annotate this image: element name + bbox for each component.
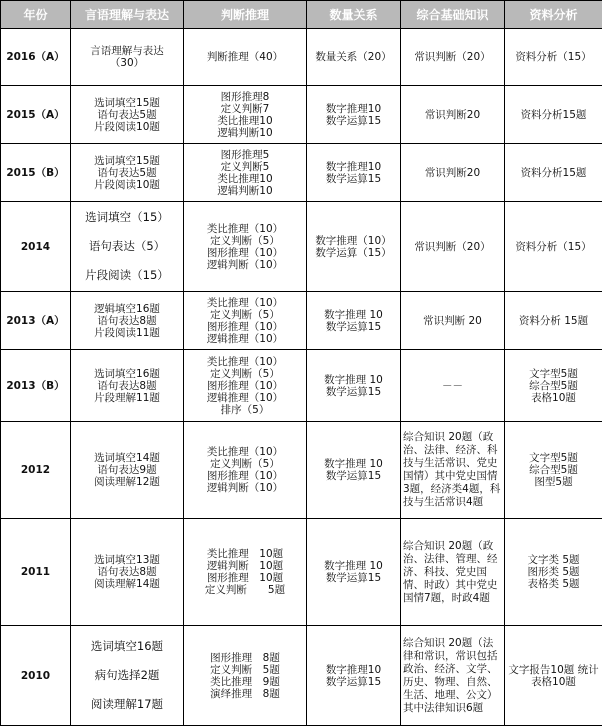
cell-line: 片段阅读11题: [94, 326, 160, 339]
panduan-cell: [184, 519, 307, 626]
year-cell: 2013（B）: [1, 350, 71, 422]
table-row: [1, 626, 602, 726]
cell-line: 定义判断 5题: [204, 584, 286, 596]
zonghe-cell: [401, 292, 505, 350]
shuliang-cell: [307, 292, 401, 350]
table-row: [1, 86, 602, 144]
cell-line: 表格类 5题: [527, 578, 580, 590]
cell-line: 类比推理 10题: [206, 548, 284, 560]
cell-line: 病句选择2题: [94, 668, 160, 682]
cell-line: －－: [442, 379, 463, 392]
yanyu-cell: [71, 292, 184, 350]
cell-line: 定义判断7: [220, 102, 270, 115]
cell-line: 定义判断（5）: [210, 234, 280, 247]
cell-line: 图形推理（10）: [206, 246, 284, 259]
cell-line: 图型5题: [534, 476, 573, 488]
table-row: [1, 292, 602, 350]
cell-line: 文字类 5题: [527, 554, 580, 566]
cell-line: 数学运算（15）: [315, 246, 392, 259]
cell-line: 资料分析 15题: [518, 314, 589, 327]
cell-line: 定义判断（5）: [210, 367, 280, 380]
cell-line: 演绎推理 8题: [210, 687, 280, 700]
cell-line: 数学运算15: [325, 572, 382, 584]
cell-line: 图形类 5题: [527, 566, 580, 578]
cell-line: 图形推理 8题: [210, 651, 280, 664]
cell-line: 排序（5）: [220, 403, 270, 416]
cell-line: 选词填空16题: [94, 367, 160, 380]
panduan-cell: [184, 626, 307, 726]
cell-line: 语句表达8题: [97, 379, 157, 392]
zonghe-cell: [401, 202, 505, 292]
cell-line: 逻辑填空16题: [94, 302, 160, 315]
yanyu-cell: [71, 422, 184, 519]
panduan-cell: [184, 292, 307, 350]
cell-line: 逻辑推理（10）: [206, 391, 284, 404]
cell-line: 阅读理解17题: [90, 697, 164, 711]
ziliao-cell: [505, 292, 602, 350]
cell-line: 资料分析（15）: [515, 51, 592, 63]
cell-line: 数学运算15: [325, 320, 382, 333]
cell-line: 语句表达（5）: [88, 239, 166, 253]
cell-line: 类比推理（10）: [206, 222, 284, 235]
cell-line: 图形推理（10）: [206, 320, 284, 333]
ziliao-cell: 文字报告10题 统计表格10题: [505, 626, 602, 726]
cell-line: 数字推理 10: [324, 560, 383, 572]
cell-line: 数字推理 10: [324, 458, 383, 470]
header-panduan: 判断推理: [184, 1, 307, 29]
table-row: [1, 422, 602, 519]
shuliang-cell: [307, 350, 401, 422]
cell-line: 文字型5题: [529, 367, 578, 380]
cell-line: 定义判断（5）: [210, 458, 280, 470]
zonghe-cell: 综合知识 20题（政治、法律、经济、科技与生活常识、党史国情）其中党史国情3题，经济类4题，科技与生活常识4题: [401, 422, 505, 519]
year-cell: 2014: [1, 202, 71, 292]
cell-line: 类比推理（10）: [206, 355, 284, 368]
panduan-cell: [184, 144, 307, 202]
cell-line: 类比推理10: [217, 172, 273, 185]
shuliang-cell: [307, 86, 401, 144]
cell-line: 数学运算15: [325, 675, 382, 688]
cell-line: 常识判断20: [424, 166, 481, 179]
zonghe-cell: [401, 29, 505, 86]
cell-line: 资料分析（15）: [515, 240, 592, 253]
panduan-cell: [184, 29, 307, 86]
table-row: [1, 144, 602, 202]
cell-line: 常识判断（20）: [414, 51, 491, 63]
year-cell: 2011: [1, 519, 71, 626]
cell-line: 逻辑判断（10）: [206, 482, 284, 494]
zonghe-cell: [401, 86, 505, 144]
cell-line: 图形推理8: [220, 90, 270, 103]
cell-line: 数字推理10: [325, 160, 382, 173]
cell-line: 语句表达5题: [97, 108, 157, 121]
cell-line: 常识判断（20）: [414, 240, 491, 253]
cell-line: 选词填空13题: [94, 554, 160, 566]
zonghe-cell: [401, 350, 505, 422]
cell-line: 语句表达9题: [97, 464, 157, 476]
yanyu-cell: [71, 350, 184, 422]
yanyu-cell: [71, 519, 184, 626]
ziliao-cell: [505, 422, 602, 519]
header-ziliao: 资料分析: [505, 1, 602, 29]
cell-line: 语句表达8题: [97, 566, 157, 578]
shuliang-cell: [307, 202, 401, 292]
cell-line: 图形推理（10）: [206, 470, 284, 482]
cell-line: 语句表达5题: [97, 166, 157, 179]
cell-line: 文字型5题: [529, 452, 578, 464]
table-row: [1, 202, 602, 292]
zonghe-cell: [401, 144, 505, 202]
cell-line: 阅读理解14题: [94, 578, 160, 590]
year-cell: 2013（A）: [1, 292, 71, 350]
cell-line: 选词填空15题: [94, 96, 160, 109]
header-year: 年份: [1, 1, 71, 29]
table-row: [1, 350, 602, 422]
cell-line: 数学运算15: [325, 172, 382, 185]
cell-line: 片段阅读10题: [94, 178, 160, 191]
ziliao-cell: [505, 86, 602, 144]
header-shuliang: 数量关系: [307, 1, 401, 29]
yanyu-cell: [71, 626, 184, 726]
year-cell: 2016（A）: [1, 29, 71, 86]
zonghe-cell: 综合知识 20题（法律和常识，常识包括政治、经济、文学、历史、物理、自然、生活、地理、公文）其中法律知识6题: [401, 626, 505, 726]
ziliao-cell: [505, 519, 602, 626]
cell-line: 逻辑判断10: [217, 126, 273, 139]
cell-line: 类比推理 9题: [210, 675, 280, 688]
ziliao-cell: [505, 29, 602, 86]
panduan-cell: [184, 350, 307, 422]
cell-line: 常识判断 20: [423, 314, 482, 327]
cell-line: 逻辑推理（10）: [206, 332, 284, 345]
cell-line: 语句表达8题: [97, 314, 157, 327]
cell-line: 定义判断 5题: [210, 663, 280, 676]
year-cell: 2015（A）: [1, 86, 71, 144]
cell-line: 图形推理5: [220, 148, 270, 161]
cell-line: 数字推理 10: [324, 308, 383, 321]
cell-line: 数字推理（10）: [315, 234, 392, 247]
cell-line: 逻辑判断（10）: [206, 258, 284, 271]
cell-line: （30）: [109, 57, 145, 69]
shuliang-cell: [307, 29, 401, 86]
cell-line: 类比推理（10）: [206, 296, 284, 309]
ziliao-cell: [505, 144, 602, 202]
cell-line: 数字推理10: [325, 663, 382, 676]
cell-line: 选词填空16题: [90, 639, 164, 653]
header-yanyu: 言语理解与表达: [71, 1, 184, 29]
table-row: [1, 519, 602, 626]
panduan-cell: [184, 422, 307, 519]
shuliang-cell: [307, 626, 401, 726]
cell-line: 片段阅读（15）: [85, 268, 169, 282]
panduan-cell: [184, 86, 307, 144]
cell-line: 阅读理解12题: [94, 476, 160, 488]
shuliang-cell: [307, 144, 401, 202]
cell-line: 定义判断5: [220, 160, 270, 173]
yanyu-cell: [71, 29, 184, 86]
cell-line: 定义判断（5）: [210, 308, 280, 321]
cell-line: 综合型5题: [529, 464, 578, 476]
cell-line: 图形推理（10）: [206, 379, 284, 392]
yanyu-cell: [71, 202, 184, 292]
yanyu-cell: [71, 144, 184, 202]
cell-line: 图形推理 10题: [206, 572, 284, 584]
cell-line: 数学运算15: [325, 470, 382, 482]
cell-line: 片段理解11题: [94, 391, 160, 404]
table-row: [1, 29, 602, 86]
header-row: [1, 1, 602, 29]
cell-line: 资料分析15题: [520, 108, 587, 121]
cell-line: 资料分析15题: [520, 166, 587, 179]
cell-line: 言语理解与表达: [90, 45, 164, 57]
yanyu-cell: [71, 86, 184, 144]
year-cell: 2012: [1, 422, 71, 519]
cell-line: 类比推理10: [217, 114, 273, 127]
shuliang-cell: [307, 422, 401, 519]
year-cell: 2010: [1, 626, 71, 726]
cell-line: 逻辑判断 10题: [206, 560, 284, 572]
cell-line: 常识判断20: [424, 108, 481, 121]
cell-line: 数学运算15: [325, 385, 382, 398]
cell-line: 表格10题: [531, 391, 576, 404]
year-cell: 2015（B）: [1, 144, 71, 202]
cell-line: 数量关系（20）: [315, 51, 392, 63]
shuliang-cell: [307, 519, 401, 626]
cell-line: 选词填空14题: [94, 452, 160, 464]
cell-line: 综合型5题: [529, 379, 578, 392]
cell-line: 数字推理10: [325, 102, 382, 115]
ziliao-cell: [505, 350, 602, 422]
cell-line: 数学运算15: [325, 114, 382, 127]
header-zonghe: 综合基础知识: [401, 1, 505, 29]
cell-line: 数字推理 10: [324, 373, 383, 386]
panduan-cell: [184, 202, 307, 292]
cell-line: 选词填空（15）: [85, 210, 169, 224]
cell-line: 选词填空15题: [94, 154, 160, 167]
ziliao-cell: [505, 202, 602, 292]
cell-line: 片段阅读10题: [94, 120, 160, 133]
zonghe-cell: 综合知识 20题（政治、法律、管理、经济、科技、党史国情、时政）其中党史国情7题，时政4题: [401, 519, 505, 626]
cell-line: 判断推理（40）: [206, 51, 284, 63]
cell-line: 逻辑判断10: [217, 184, 273, 197]
cell-line: 类比推理（10）: [206, 446, 284, 458]
